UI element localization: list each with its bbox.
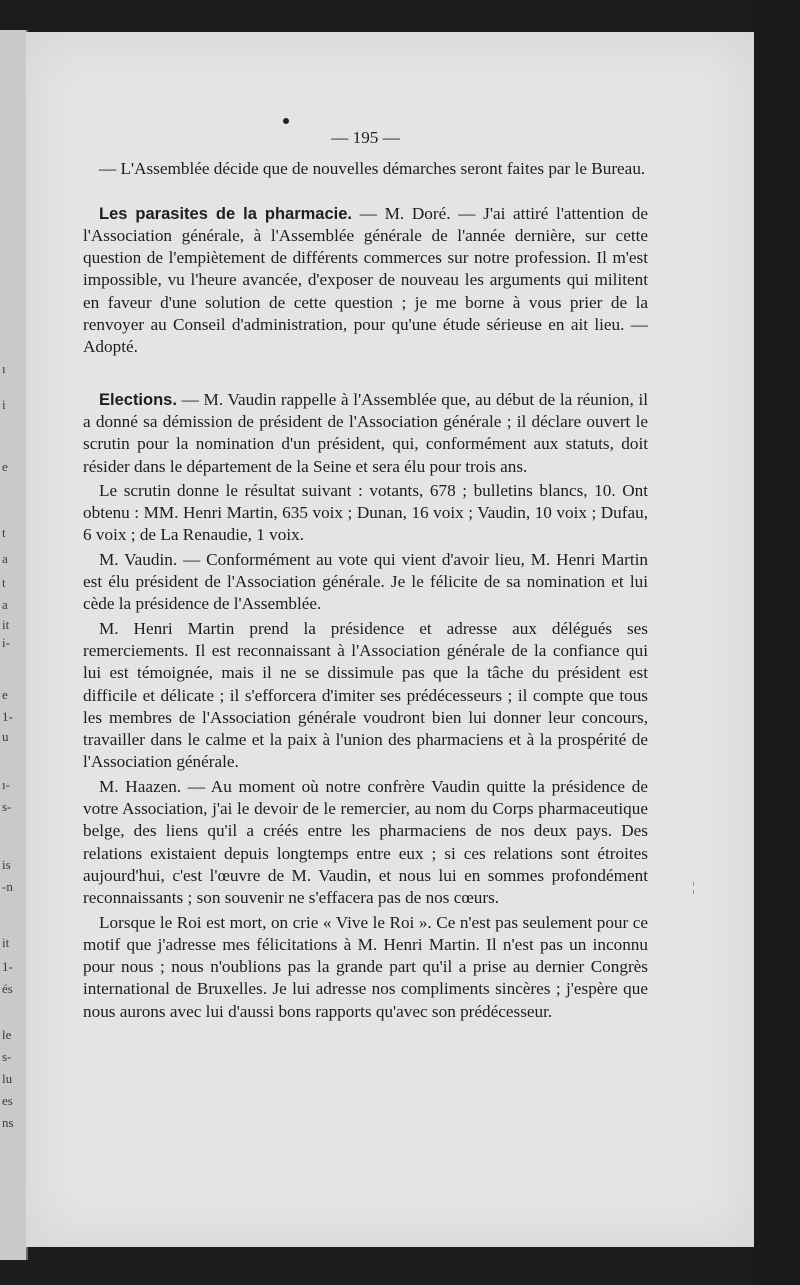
edge-letter: lu: [2, 1071, 13, 1086]
edge-letter: és: [2, 981, 13, 996]
edge-letter: i-: [2, 635, 10, 650]
section-heading: Les parasites de la pharmacie.: [99, 204, 353, 223]
paragraph-vaudin: [83, 549, 648, 616]
edge-letter: it: [2, 935, 10, 950]
paragraph-martin: [83, 618, 648, 774]
edge-letter: t: [2, 525, 6, 540]
page-number: — 195 —: [331, 128, 400, 147]
edge-letter: t: [2, 575, 6, 590]
paragraph-assemblee: [83, 158, 648, 180]
edge-letter: is: [2, 857, 11, 872]
edge-letter: es: [2, 1093, 13, 1108]
edge-letter: i: [2, 397, 6, 412]
edge-letter: e: [2, 459, 8, 474]
edge-letter: s-: [2, 1049, 12, 1064]
edge-letter: -n: [2, 879, 13, 894]
paragraph-text: M. Haazen. — Au moment où notre confrère Vaudin quitte la présidence de votre Association, j'ai le devoir de le remercier, au nom du Corps pharmaceutique belge, des liens qu'il a créés entre les pharmaciens de nos deux pays. Des relations existaient depuis longtemps entre eux ; si ces relations sont étroites aujourd'hui, c'est l'œuvre de M. Vaudin, et nous lui en sommes profondément reconnaissants ; son souvenir ne s'effacera pas de nos cœurs.: [83, 776, 648, 908]
paragraph-text: M. Vaudin. — Conformément au vote qui vient d'avoir lieu, M. Henri Martin est élu président de l'Association générale. Je le félicite de sa nomination et lui cède la présidence de l'Assemblée.: [83, 549, 648, 614]
page-text: [83, 127, 648, 1023]
paragraph-roi: [83, 912, 648, 1023]
edge-letter: it: [2, 617, 10, 632]
edge-letter: 1-: [2, 709, 13, 724]
edge-letter: ı-: [2, 777, 10, 792]
paragraph-text: M. Henri Martin prend la présidence et adresse aux délégués ses remerciements. Il est reconnaissant à l'Association générale de la confiance qui lui est témoignée, mais il ne se dissimule pas que la tâche du président est difficile et délicate ; il s'efforcera d'imiter ses prédécesseurs ; il compte que tous les membres de l'Association générale voudront bien lui donner leur concours, travailler dans le calme et la paix à l'union des pharmaciens et à la prospérité de l'Association générale.: [83, 618, 648, 772]
paragraph-parasites: [83, 203, 648, 359]
paragraph-text: Lorsque le Roi est mort, on crie « Vive le Roi ». Ce n'est pas seulement pour ce motif que j'adresse mes félicitations à M. Henri Martin. Il n'est pas un inconnu pour nous ; nous n'oublions pas la grande part qu'il a prise au dernier Congrès international de Bruxelles. Je lui adresse nos compliments sincères ; j'espère que nous aurons avec lui d'aussi bons rapports qu'avec son prédécesseur.: [83, 912, 648, 1021]
edge-letter: u: [2, 729, 9, 744]
left-page-edge: [0, 30, 28, 1260]
edge-letter: a: [2, 551, 8, 566]
paragraph-text: — M. Vaudin rappelle à l'Assemblée que, au début de la réunion, il a donné sa démission de président de l'Association générale ; il déclare ouvert le scrutin pour la nomination d'un président, qui, conformément aux statuts, doit résider dans le département de la Seine et sera élu pour trois ans.: [83, 389, 648, 476]
paragraph-haazen: [83, 776, 648, 910]
paragraph-scrutin: [83, 480, 648, 547]
section-heading: Elections.: [99, 390, 177, 409]
paragraph-elections: [83, 389, 648, 478]
paragraph-text: — M. Doré. — J'ai attiré l'attention de l'Association générale, à l'Assemblée générale de l'année dernière, sur cette question de l'empiètement de différents commerces sur notre profession. Il m'est impossible, vu l'heure avancée, d'exposer de nouveau les arguments qui militent en faveur d'une solution de cette question ; je me borne à vous prier de la renvoyer au Conseil d'administration, pour qu'une étude sérieuse en ait lieu. — Adopté.: [83, 203, 649, 357]
ink-dot: [283, 118, 289, 124]
paragraph-text: — L'Assemblée décide que de nouvelles démarches seront faites par le Bureau.: [99, 159, 646, 179]
edge-letter: ı: [2, 361, 6, 376]
edge-letter: e: [2, 687, 8, 702]
edge-letter: s-: [2, 799, 12, 814]
paragraph-text: Le scrutin donne le résultat suivant : votants, 678 ; bulletins blancs, 10. Ont obtenu : MM. Henri Martin, 635 voix ; Dunan, 16 voix ; Vaudin, 10 voix ; Dufau, 6 voix ; de La Renaudie, 1 voix.: [83, 480, 648, 545]
edge-letter: a: [2, 597, 8, 612]
margin-mark: ¦: [692, 880, 695, 895]
edge-letter: ns: [2, 1115, 14, 1130]
edge-letter: 1-: [2, 959, 13, 974]
edge-letter: le: [2, 1027, 12, 1042]
book-binding: [754, 0, 800, 1285]
